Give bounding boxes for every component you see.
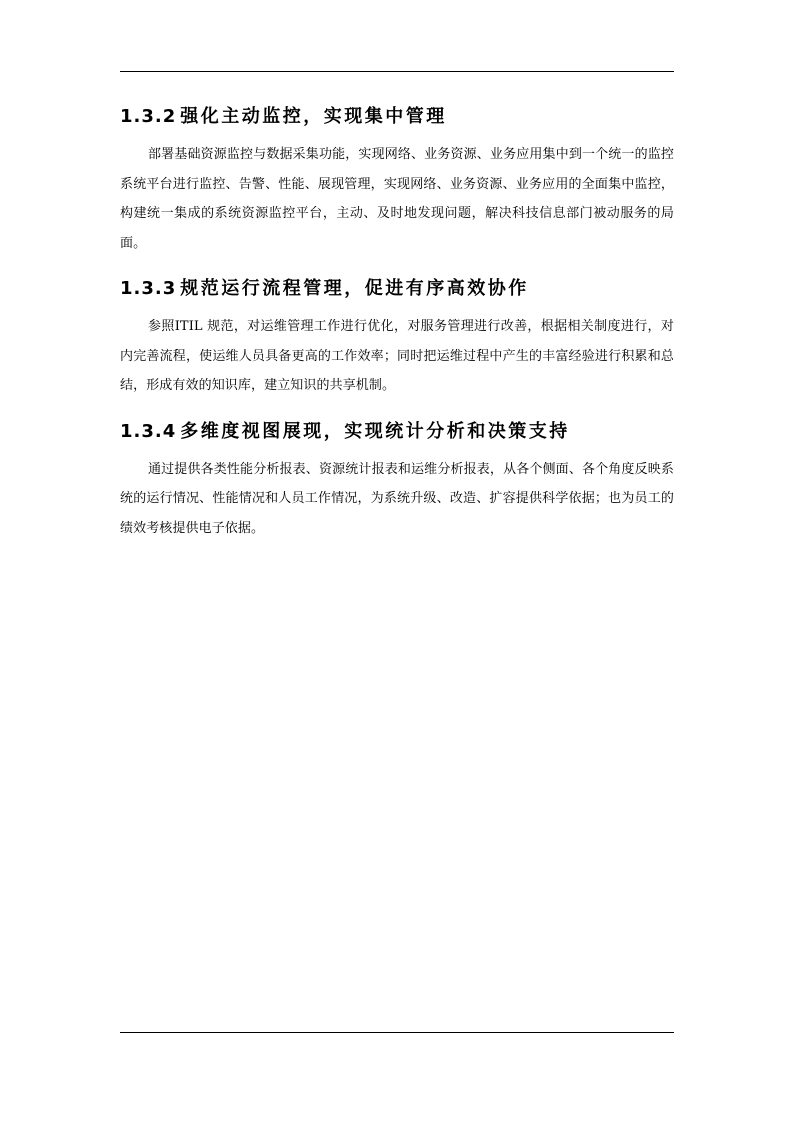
section-title: 多维度视图展现，实现统计分析和决策支持 xyxy=(180,420,570,442)
section-heading xyxy=(120,413,674,451)
section-title: 强化主动监控，实现集中管理 xyxy=(180,106,447,127)
section-paragraph: 部署基础资源监控与数据采集功能，实现网络、业务资源、业务应用集中到一个统一的监控系统平台进行监控、告警、性能、展现管理，实现网络、业务资源、业务应用的全面集中监控，构建统一集成的系统资源监控平台，主动、及时地发现问题，解决科技信息部门被动服务的局面。 xyxy=(120,147,674,251)
section-1-3-4 xyxy=(120,413,674,544)
section-paragraph: 通过提供各类性能分析报表、资源统计报表和运维分析报表，从各个侧面、各个角度反映系统的运行情况、性能情况和人员工作情况，为系统升级、改造、扩容提供科学依据；也为员工的绩效考核提供电子依据。 xyxy=(120,461,674,536)
section-1-3-2 xyxy=(120,98,674,258)
section-paragraph: 参照ITIL 规范，对运维管理工作进行优化，对服务管理进行改善，根据相关制度进行，对内完善流程，使运维人员具备更高的工作效率；同时把运维过程中产生的丰富经验进行积累和总结，形成有效的知识库，建立知识的共享机制。 xyxy=(120,319,674,393)
section-heading xyxy=(120,270,674,308)
section-heading xyxy=(120,98,674,136)
document-body xyxy=(120,98,674,555)
header-rule xyxy=(120,71,674,72)
section-number: 1.3.3 xyxy=(120,278,177,299)
section-1-3-3 xyxy=(120,270,674,401)
section-title: 规范运行流程管理，促进有序高效协作 xyxy=(180,278,529,299)
section-number: 1.3.2 xyxy=(120,106,177,127)
footer-rule xyxy=(120,1032,674,1033)
section-number: 1.3.4 xyxy=(120,420,177,442)
